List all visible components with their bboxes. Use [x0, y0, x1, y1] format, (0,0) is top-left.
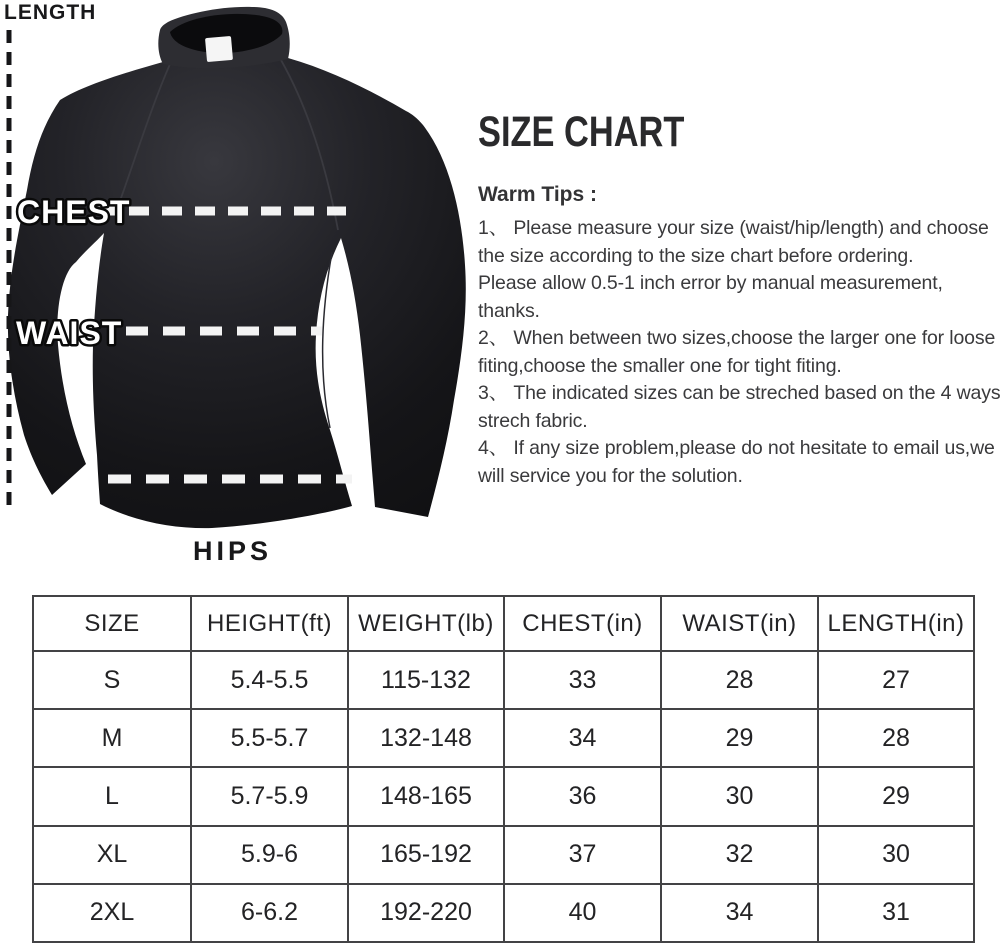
warm-tips-heading: Warm Tips : [478, 183, 598, 206]
cell-chest: 37 [504, 826, 661, 884]
collar-tag [205, 36, 233, 62]
table-row-l [33, 767, 974, 825]
cell-waist: 34 [661, 884, 818, 942]
shirt-illustration [0, 0, 480, 575]
column-header-weight: WEIGHT(lb) [348, 596, 504, 651]
table-header-row [33, 596, 974, 651]
column-header-size: SIZE [33, 596, 191, 651]
tip-line: Please allow 0.5-1 inch error by manual measurement, [478, 272, 943, 294]
size-table [32, 595, 975, 943]
cell-height: 5.4-5.5 [191, 651, 348, 709]
cell-size: S [33, 651, 191, 709]
cell-size: L [33, 767, 191, 825]
tip-line: 2、 When between two sizes,choose the larger one for loose [478, 327, 996, 349]
column-header-waist: WAIST(in) [661, 596, 818, 651]
cell-length: 31 [818, 884, 974, 942]
cell-weight: 165-192 [348, 826, 504, 884]
table-row-xl [33, 826, 974, 884]
cell-size: 2XL [33, 884, 191, 942]
cell-chest: 33 [504, 651, 661, 709]
shirt-measurement-figure [0, 0, 480, 575]
cell-weight: 192-220 [348, 884, 504, 942]
table-row-s [33, 651, 974, 709]
cell-weight: 132-148 [348, 709, 504, 767]
shirt-body [8, 58, 466, 528]
tip-line: 3、 The indicated sizes can be streched based on the 4 ways [478, 382, 1000, 404]
tip-line: fiting,choose the smaller one for tight fiting. [478, 354, 842, 377]
cell-height: 5.9-6 [191, 826, 348, 884]
column-header-length: LENGTH(in) [818, 596, 974, 651]
table-row-2xl [33, 884, 974, 942]
waist-label: WAIST [16, 315, 123, 351]
chest-label: CHEST [17, 194, 131, 230]
cell-chest: 40 [504, 884, 661, 942]
tip-line: strech fabric. [478, 409, 588, 432]
tip-line: the size according to the size chart before ordering. [478, 244, 914, 267]
page-title: SIZE CHART [478, 108, 685, 156]
cell-waist: 30 [661, 767, 818, 825]
cell-length: 30 [818, 826, 974, 884]
cell-length: 29 [818, 767, 974, 825]
cell-height: 6-6.2 [191, 884, 348, 942]
cell-height: 5.5-5.7 [191, 709, 348, 767]
column-header-chest: CHEST(in) [504, 596, 661, 651]
cell-size: M [33, 709, 191, 767]
length-label: LENGTH [4, 1, 97, 24]
size-chart-panel [478, 108, 998, 490]
cell-weight: 148-165 [348, 767, 504, 825]
tip-line: 4、 If any size problem,please do not hesitate to email us,we [478, 437, 995, 459]
table-row-m [33, 709, 974, 767]
tip-line: 1、 Please measure your size (waist/hip/length) and choose [478, 217, 989, 239]
cell-waist: 28 [661, 651, 818, 709]
tip-line: thanks. [478, 299, 540, 322]
cell-size: XL [33, 826, 191, 884]
tip-line: will service you for the solution. [478, 464, 743, 487]
cell-chest: 34 [504, 709, 661, 767]
cell-length: 27 [818, 651, 974, 709]
cell-length: 28 [818, 709, 974, 767]
cell-waist: 32 [661, 826, 818, 884]
cell-waist: 29 [661, 709, 818, 767]
cell-height: 5.7-5.9 [191, 767, 348, 825]
column-header-height: HEIGHT(ft) [191, 596, 348, 651]
cell-chest: 36 [504, 767, 661, 825]
hips-label: HIPS [193, 536, 273, 566]
cell-weight: 115-132 [348, 651, 504, 709]
